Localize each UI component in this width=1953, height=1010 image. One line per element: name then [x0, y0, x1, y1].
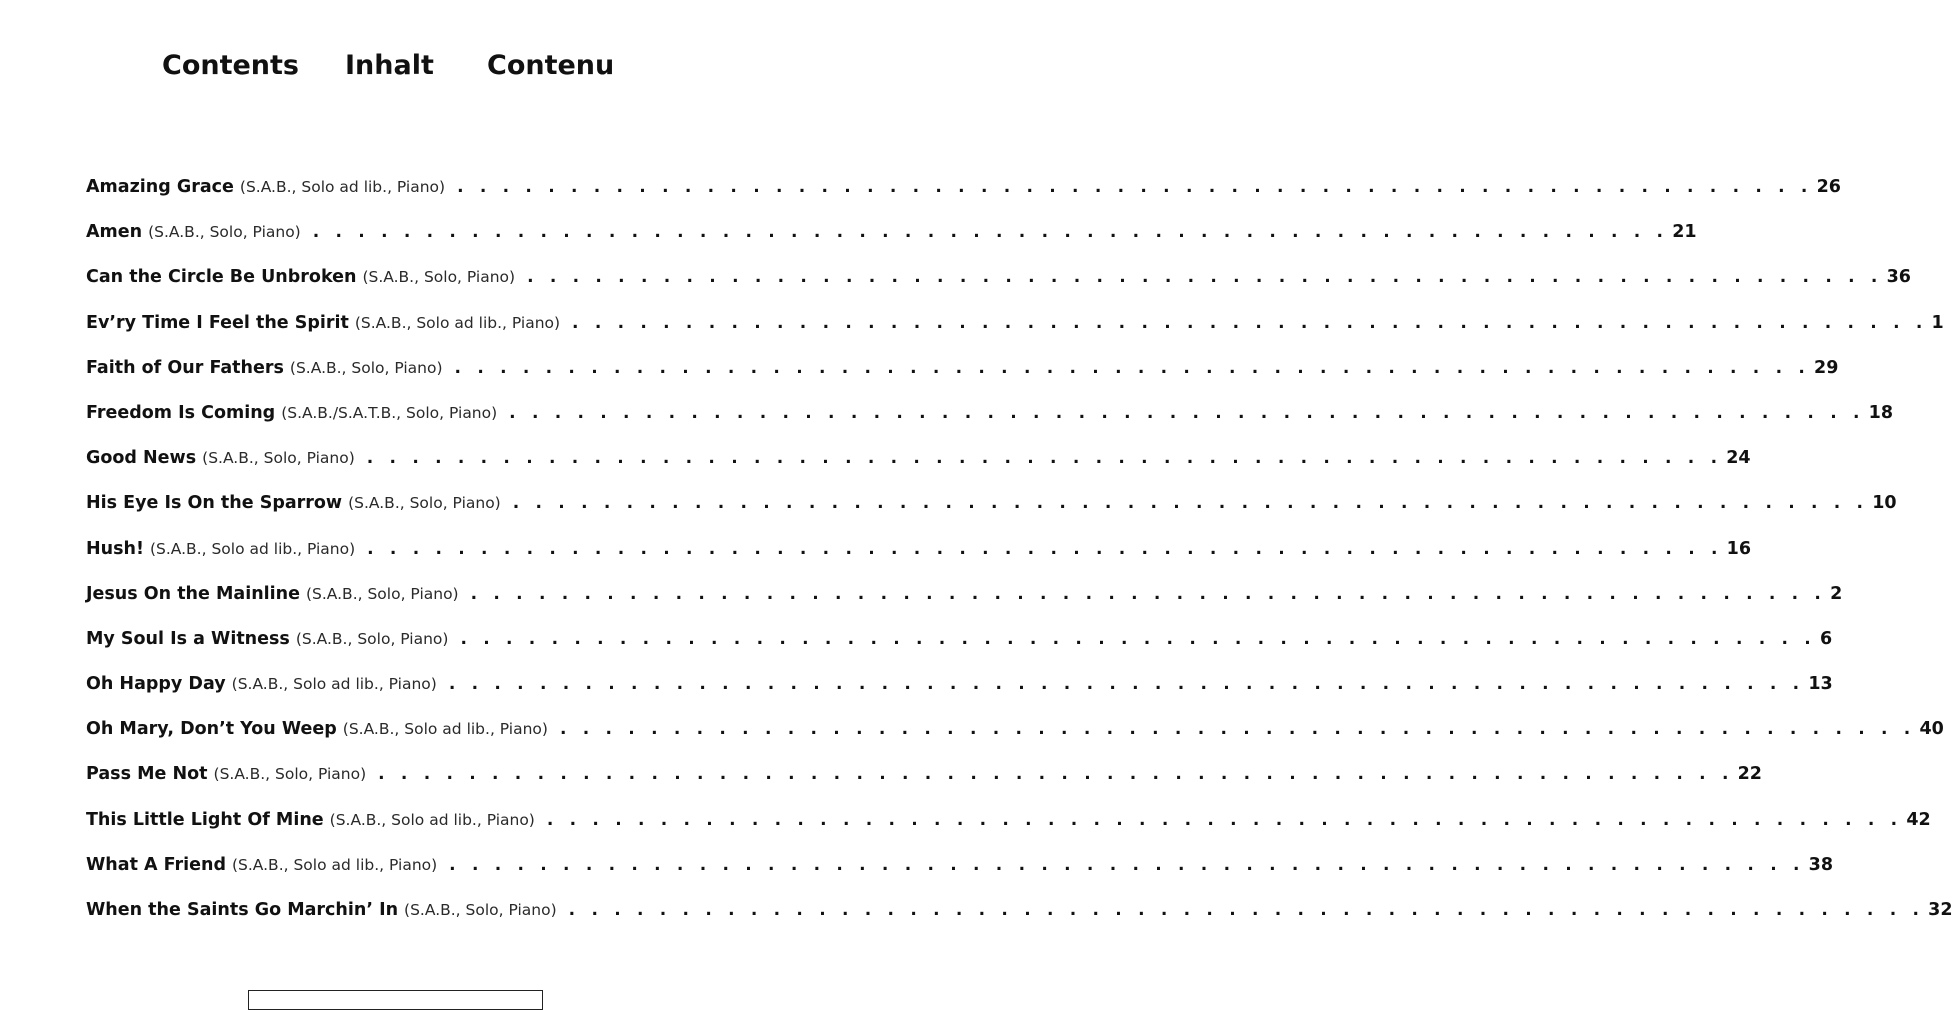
- song-voicing: (S.A.B., Solo ad lib., Piano): [231, 855, 438, 874]
- song-title: My Soul Is a Witness: [86, 628, 290, 649]
- toc-entry[interactable]: [86, 805, 1931, 850]
- song-voicing: (S.A.B., Solo, Piano): [362, 268, 516, 287]
- toc-entry[interactable]: [86, 262, 1911, 307]
- footer-box: [248, 990, 543, 1010]
- page-number: 16: [1726, 538, 1751, 559]
- song-title: Oh Mary, Don’t You Weep: [86, 719, 337, 740]
- dot-leader: . . . . . . . . . . . . . . . . . . . . . . . . . . . . . . . . . . . . . . . . . . . . . . . . . . . . . . . . . . . .: [378, 764, 1734, 785]
- toc-entry[interactable]: [86, 217, 1697, 262]
- page-number: 1: [1931, 312, 1944, 333]
- song-voicing: (S.A.B., Solo ad lib., Piano): [149, 539, 356, 558]
- song-title: Ev’ry Time I Feel the Spirit: [86, 312, 349, 333]
- page-number: 22: [1737, 764, 1762, 785]
- toc-entry[interactable]: [86, 398, 1894, 443]
- page-number: 13: [1808, 674, 1833, 695]
- toc-entry[interactable]: [86, 534, 1751, 579]
- dot-leader: . . . . . . . . . . . . . . . . . . . . . . . . . . . . . . . . . . . . . . . . . . . . . . . . . . . . . . . . . . . .: [448, 674, 1805, 695]
- page-number: 38: [1808, 854, 1834, 875]
- dot-leader: . . . . . . . . . . . . . . . . . . . . . . . . . . . . . . . . . . . . . . . . . . . . . . . . . . . . . . . . . . . .: [509, 402, 1865, 423]
- toc-entry[interactable]: [86, 443, 1751, 488]
- page-number: 10: [1872, 493, 1897, 514]
- dot-leader: . . . . . . . . . . . . . . . . . . . . . . . . . . . . . . . . . . . . . . . . . . . . . . . . . . . . . . . . . . . .: [366, 448, 1723, 469]
- heading-english: Contents: [162, 50, 300, 81]
- song-voicing: (S.A.B., Solo ad lib., Piano): [329, 810, 535, 829]
- song-title: Jesus On the Mainline: [86, 583, 300, 604]
- page-number: 36: [1886, 267, 1911, 288]
- song-title: Can the Circle Be Unbroken: [86, 267, 357, 288]
- table-of-contents: [86, 172, 1953, 940]
- song-voicing: (S.A.B., Solo, Piano): [148, 223, 301, 242]
- song-title: Faith of Our Fathers: [86, 357, 284, 378]
- song-voicing: (S.A.B., Solo ad lib., Piano): [231, 675, 437, 694]
- page-number: 42: [1906, 809, 1931, 830]
- song-voicing: (S.A.B., Solo, Piano): [213, 765, 367, 784]
- song-title: When the Saints Go Marchin’ In: [86, 900, 399, 920]
- song-title: His Eye Is On the Sparrow: [86, 493, 343, 514]
- dot-leader: . . . . . . . . . . . . . . . . . . . . . . . . . . . . . . . . . . . . . . . . . . . . . . . . . . . . . . . . . . . .: [367, 538, 1723, 559]
- page-number: 18: [1868, 402, 1894, 423]
- dot-leader: . . . . . . . . . . . . . . . . . . . . . . . . . . . . . . . . . . . . . . . . . . . . . . . . . . . . . . . . . . . .: [449, 854, 1805, 875]
- song-voicing: (S.A.B., Solo ad lib., Piano): [354, 313, 561, 332]
- toc-entry[interactable]: [86, 759, 1762, 804]
- page-number: 29: [1814, 357, 1839, 378]
- song-title: What A Friend: [86, 854, 226, 875]
- song-voicing: (S.A.B., Solo, Piano): [305, 584, 459, 603]
- dot-leader: . . . . . . . . . . . . . . . . . . . . . . . . . . . . . . . . . . . . . . . . . . . . . . . . . . . . . . . . . . . .: [512, 493, 1869, 514]
- toc-entry[interactable]: [86, 895, 1953, 940]
- toc-entry[interactable]: [86, 579, 1843, 624]
- heading-german: Inhalt: [345, 50, 434, 81]
- toc-entry[interactable]: [86, 850, 1834, 895]
- song-title: Oh Happy Day: [86, 674, 226, 695]
- dot-leader: . . . . . . . . . . . . . . . . . . . . . . . . . . . . . . . . . . . . . . . . . . . . . . . . . . . . . . . . . . . .: [312, 222, 1669, 243]
- page-number: 26: [1816, 177, 1841, 197]
- song-voicing: (S.A.B., Solo ad lib., Piano): [342, 720, 548, 739]
- dot-leader: . . . . . . . . . . . . . . . . . . . . . . . . . . . . . . . . . . . . . . . . . . . . . . . . . . . . . . . . . . . .: [572, 312, 1928, 333]
- dot-leader: . . . . . . . . . . . . . . . . . . . . . . . . . . . . . . . . . . . . . . . . . . . . . . . . . . . . . . . . . . . .: [568, 900, 1925, 920]
- contents-heading: [0, 48, 763, 88]
- toc-entry[interactable]: [86, 308, 1944, 353]
- song-voicing: (S.A.B., Solo, Piano): [289, 358, 443, 377]
- dot-leader: . . . . . . . . . . . . . . . . . . . . . . . . . . . . . . . . . . . . . . . . . . . . . . . . . . . . . . . . . . . .: [559, 719, 1916, 740]
- toc-entry[interactable]: [86, 669, 1833, 714]
- page-number: 6: [1819, 628, 1833, 649]
- dot-leader: . . . . . . . . . . . . . . . . . . . . . . . . . . . . . . . . . . . . . . . . . . . . . . . . . . . . . . . . . . . .: [457, 177, 1813, 197]
- dot-leader: . . . . . . . . . . . . . . . . . . . . . . . . . . . . . . . . . . . . . . . . . . . . . . . . . . . . . . . . . . . .: [546, 809, 1903, 830]
- toc-entry[interactable]: [86, 624, 1833, 669]
- song-title: This Little Light Of Mine: [86, 809, 324, 830]
- dot-leader: . . . . . . . . . . . . . . . . . . . . . . . . . . . . . . . . . . . . . . . . . . . . . . . . . . . . . . . . . . . .: [527, 267, 1883, 288]
- song-title: Amen: [86, 222, 143, 243]
- song-voicing: (S.A.B./S.A.T.B., Solo, Piano): [281, 403, 498, 422]
- dot-leader: . . . . . . . . . . . . . . . . . . . . . . . . . . . . . . . . . . . . . . . . . . . . . . . . . . . . . . . . . . . .: [460, 628, 1816, 649]
- page-number: 40: [1919, 719, 1944, 740]
- song-voicing: (S.A.B., Solo, Piano): [348, 494, 501, 513]
- song-voicing: (S.A.B., Solo ad lib., Piano): [239, 178, 446, 196]
- dot-leader: . . . . . . . . . . . . . . . . . . . . . . . . . . . . . . . . . . . . . . . . . . . . . . . . . . . . . . . . . . . .: [470, 583, 1827, 604]
- song-title: Pass Me Not: [86, 764, 208, 785]
- song-title: Amazing Grace: [86, 177, 234, 197]
- song-voicing: (S.A.B., Solo, Piano): [404, 901, 557, 919]
- page-number: 32: [1928, 900, 1953, 920]
- page-number: 24: [1726, 448, 1751, 469]
- page-number: 2: [1830, 583, 1843, 604]
- toc-entry[interactable]: [86, 488, 1897, 533]
- heading-french: Contenu: [487, 50, 615, 81]
- toc-entry[interactable]: [86, 353, 1839, 398]
- song-title: Freedom Is Coming: [86, 402, 276, 423]
- toc-entry[interactable]: [86, 172, 1841, 217]
- toc-entry[interactable]: [86, 714, 1944, 759]
- song-title: Good News: [86, 448, 197, 469]
- song-voicing: (S.A.B., Solo, Piano): [202, 449, 355, 468]
- dot-leader: . . . . . . . . . . . . . . . . . . . . . . . . . . . . . . . . . . . . . . . . . . . . . . . . . . . . . . . . . . . .: [454, 357, 1811, 378]
- song-voicing: (S.A.B., Solo, Piano): [295, 629, 449, 648]
- page-number: 21: [1672, 222, 1697, 243]
- song-title: Hush!: [86, 538, 144, 559]
